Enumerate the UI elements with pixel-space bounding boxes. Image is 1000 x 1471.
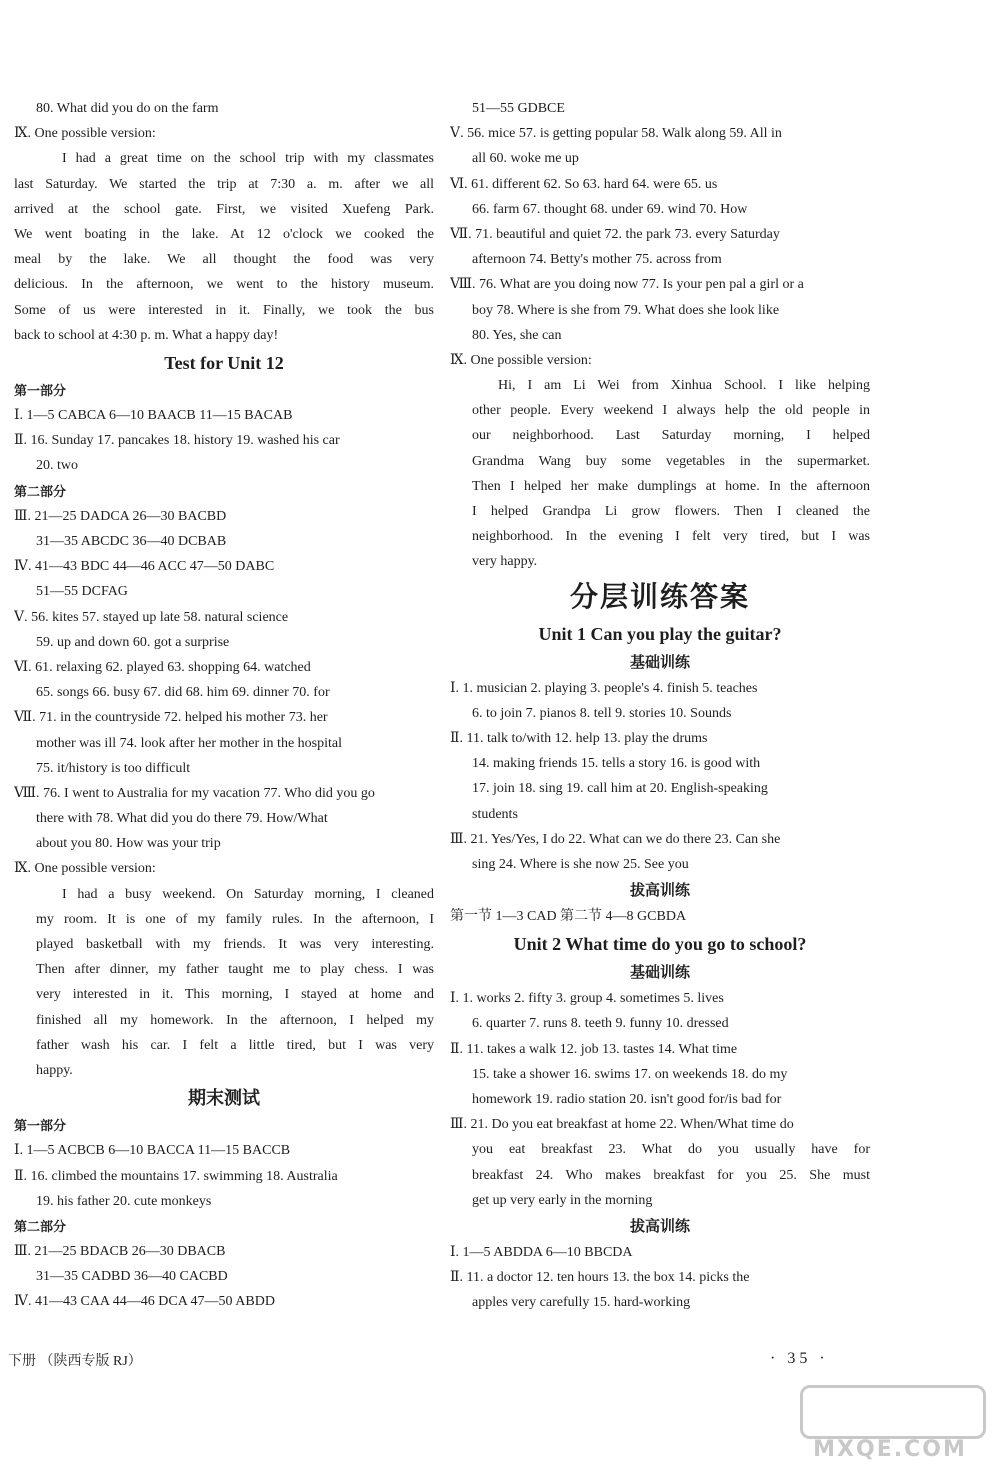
answer-line: very happy. (472, 554, 538, 570)
answer-line: boy 78. Where is she from 79. What does she look like (472, 302, 780, 318)
answer-line: Ⅱ. 11. takes a walk 12. job 13. tastes 14. What time (450, 1041, 738, 1057)
answer-line: 14. making friends 15. tells a story 16. is good with (472, 756, 761, 772)
answer-line: Ⅲ. 21—25 BDACB 26—30 DBACB (14, 1244, 226, 1260)
answer-line: Ⅲ. 21—25 DADCA 26—30 BACBD (14, 508, 227, 524)
watermark-text: MXQE.COM (813, 1437, 967, 1462)
answer-line: 31—35 ABCDC 36—40 DCBAB (36, 534, 227, 549)
answer-line: Ⅶ. 71. in the countryside 72. helped his mother 73. her (14, 710, 328, 726)
answer-line: Ⅲ. 21. Yes/Yes, I do 22. What can we do there 23. Can she (450, 831, 781, 847)
answer-line: Ⅸ. One possible version: (14, 861, 156, 877)
answer-line: Grandma Wang buy some vegetables in the supermarket. (472, 453, 870, 469)
answer-line: Some of us were interested in it. Finally, we took the bus (14, 302, 434, 318)
answer-line: very interested in it. This morning, I stayed at home and (36, 987, 434, 1003)
answer-line: last Saturday. We started the trip at 7:30 a. m. after we all (14, 176, 434, 192)
answer-line: 59. up and down 60. got a surprise (36, 634, 230, 650)
section-heading: 拔高训练 (629, 881, 690, 900)
section-heading: Unit 2 What time do you go to school? (513, 934, 807, 955)
section-heading: 基础训练 (629, 652, 690, 671)
answer-line: Ⅳ. 41—43 CAA 44—46 DCA 47—50 ABDD (14, 1294, 275, 1310)
answer-line: sing 24. Where is she now 25. See you (472, 856, 689, 872)
answer-line: father wash his car. I felt a little tired, but I was very (36, 1037, 434, 1053)
part-label: 第二部分 (14, 1218, 67, 1234)
section-heading: 基础训练 (629, 963, 690, 982)
answer-line: Ⅴ. 56. kites 57. stayed up late 58. natural science (14, 609, 289, 625)
left-column (14, 96, 434, 1315)
answer-line: get up very early in the morning (472, 1192, 653, 1208)
answer-line: 15. take a shower 16. swims 17. on weekends 18. do my (472, 1066, 788, 1082)
answer-line: 80. Yes, she can (472, 327, 562, 343)
answer-line: Ⅷ. 76. I went to Australia for my vacation 77. Who did you go (14, 785, 375, 801)
answer-line: Hi, I am Li Wei from Xinhua School. I like helping (498, 378, 870, 394)
answer-line: you eat breakfast 23. What do you usually have for (472, 1142, 870, 1158)
part-label: 第一部分 (14, 382, 67, 398)
answer-line: Ⅰ. 1—5 ACBCB 6—10 BACCA 11—15 BACCB (14, 1143, 291, 1159)
answer-line: Then I helped her make dumplings at home. In the afternoon (472, 478, 870, 494)
answer-line: Ⅲ. 21. Do you eat breakfast at home 22. When/What time do (450, 1117, 794, 1133)
answer-line: students (472, 806, 518, 822)
answer-line: mother was ill 74. look after her mother in the hospital (36, 735, 342, 751)
answer-line: Ⅰ. 1—5 CABCA 6—10 BAACB 11—15 BACAB (14, 408, 293, 424)
answer-line: happy. (36, 1062, 73, 1078)
section-heading: Unit 1 Can you play the guitar? (538, 623, 782, 644)
answer-line: 80. What did you do on the farm (36, 101, 219, 116)
answer-line: 51—55 DCFAG (36, 584, 128, 600)
answer-line: 75. it/history is too difficult (36, 760, 191, 776)
answer-line: back to school at 4:30 p. m. What a happy day! (14, 327, 279, 343)
answer-line: Ⅶ. 71. beautiful and quiet 72. the park 73. every Saturday (450, 226, 780, 242)
answer-line: there with 78. What did you do there 79. How/What (36, 811, 328, 827)
answer-line: 20. two (36, 458, 78, 474)
answer-line: Ⅸ. One possible version: (14, 126, 156, 142)
answer-line: all 60. woke me up (472, 151, 579, 167)
section-heading: 期末测试 (188, 1088, 260, 1109)
answer-line: Ⅱ. 11. talk to/with 12. help 13. play the drums (450, 730, 708, 746)
part-label: 第一部分 (14, 1118, 67, 1134)
answer-line: I helped Grandpa Li grow flowers. Then I cleaned the (472, 504, 870, 519)
section-heading: Test for Unit 12 (164, 352, 284, 373)
answer-line: 第一节 1—3 CAD 第二节 4—8 GCBDA (450, 909, 687, 925)
answer-line: Ⅵ. 61. relaxing 62. played 63. shopping 64. watched (14, 659, 311, 675)
answer-line: about you 80. How was your trip (36, 836, 221, 852)
answer-line: 6. quarter 7. runs 8. teeth 9. funny 10. dressed (472, 1016, 729, 1032)
answer-line: 19. his father 20. cute monkeys (36, 1193, 212, 1209)
answer-line: 51—55 GDBCE (472, 101, 565, 116)
answer-line: Ⅷ. 76. What are you doing now 77. Is your pen pal a girl or a (450, 277, 804, 293)
answer-line: Ⅴ. 56. mice 57. is getting popular 58. Walk along 59. All in (450, 126, 782, 142)
section-heading: 分层训练答案 (569, 579, 750, 613)
answer-line: played basketball with my friends. It was very interesting. (36, 937, 434, 952)
answer-line: 6. to join 7. pianos 8. tell 9. stories 10. Sounds (472, 705, 732, 721)
answer-line: apples very carefully 15. hard-working (472, 1295, 691, 1311)
answer-line: Then after dinner, my father taught me to play chess. I was (36, 962, 434, 978)
answer-line: breakfast 24. Who makes breakfast for you 25. She must (472, 1167, 870, 1183)
answer-line: other people. Every weekend I always help the old people in (472, 403, 870, 419)
right-column (450, 96, 870, 1316)
answer-line: Ⅰ. 1—5 ABDDA 6—10 BBCDA (450, 1244, 633, 1260)
watermark-logo-icon (800, 1385, 986, 1439)
answer-line: Ⅱ. 16. Sunday 17. pancakes 18. history 19. washed his car (14, 433, 340, 449)
answer-line: meal by the lake. We all thought the food was very (14, 252, 434, 268)
answer-line: 65. songs 66. busy 67. did 68. him 69. dinner 70. for (36, 685, 330, 701)
answer-line: 17. join 18. sing 19. call him at 20. English-speaking (472, 781, 768, 797)
answer-line: Ⅳ. 41—43 BDC 44—46 ACC 47—50 DABC (14, 559, 275, 575)
answer-line: Ⅸ. One possible version: (450, 352, 592, 368)
site-watermark (790, 1385, 990, 1465)
answer-line: homework 19. radio station 20. isn't good for/is bad for (472, 1092, 782, 1107)
answer-line: arrived at the school gate. First, we visited Xuefeng Park. (14, 201, 434, 217)
answer-line: Ⅰ. 1. musician 2. playing 3. people's 4. finish 5. teaches (450, 680, 758, 696)
answer-line: I had a great time on the school trip with my classmates (62, 151, 434, 167)
answer-line: afternoon 74. Betty's mother 75. across from (472, 252, 722, 268)
section-heading: 拔高训练 (629, 1216, 690, 1235)
answer-line: We went boating in the lake. At 12 o'clock we cooked the (14, 226, 434, 242)
answer-line: our neighborhood. Last Saturday morning, I helped (472, 428, 870, 444)
answer-line: Ⅰ. 1. works 2. fifty 3. group 4. sometimes 5. lives (450, 991, 724, 1007)
answer-line: finished all my homework. In the afternoon, I helped my (36, 1012, 434, 1028)
answer-line: Ⅵ. 61. different 62. So 63. hard 64. were 65. us (450, 176, 718, 192)
part-label: 第二部分 (14, 483, 67, 499)
answer-line: Ⅱ. 11. a doctor 12. ten hours 13. the box 14. picks the (450, 1270, 750, 1286)
page-number: · 35 · (770, 1350, 829, 1367)
answer-line: Ⅱ. 16. climbed the mountains 17. swimming 18. Australia (14, 1168, 338, 1184)
answer-line: 31—35 CADBD 36—40 CACBD (36, 1269, 228, 1285)
answer-line: delicious. In the afternoon, we went to the history museum. (14, 277, 434, 293)
answer-line: I had a busy weekend. On Saturday morning, I cleaned (62, 886, 434, 902)
answer-line: neighborhood. In the evening I felt very tired, but I was (472, 529, 870, 545)
answer-line: 66. farm 67. thought 68. under 69. wind 70. How (472, 201, 748, 217)
footer-edition-label: 下册 （陕西专版 RJ） (8, 1354, 142, 1369)
answer-line: my room. It is one of my family rules. In the afternoon, I (36, 911, 434, 927)
